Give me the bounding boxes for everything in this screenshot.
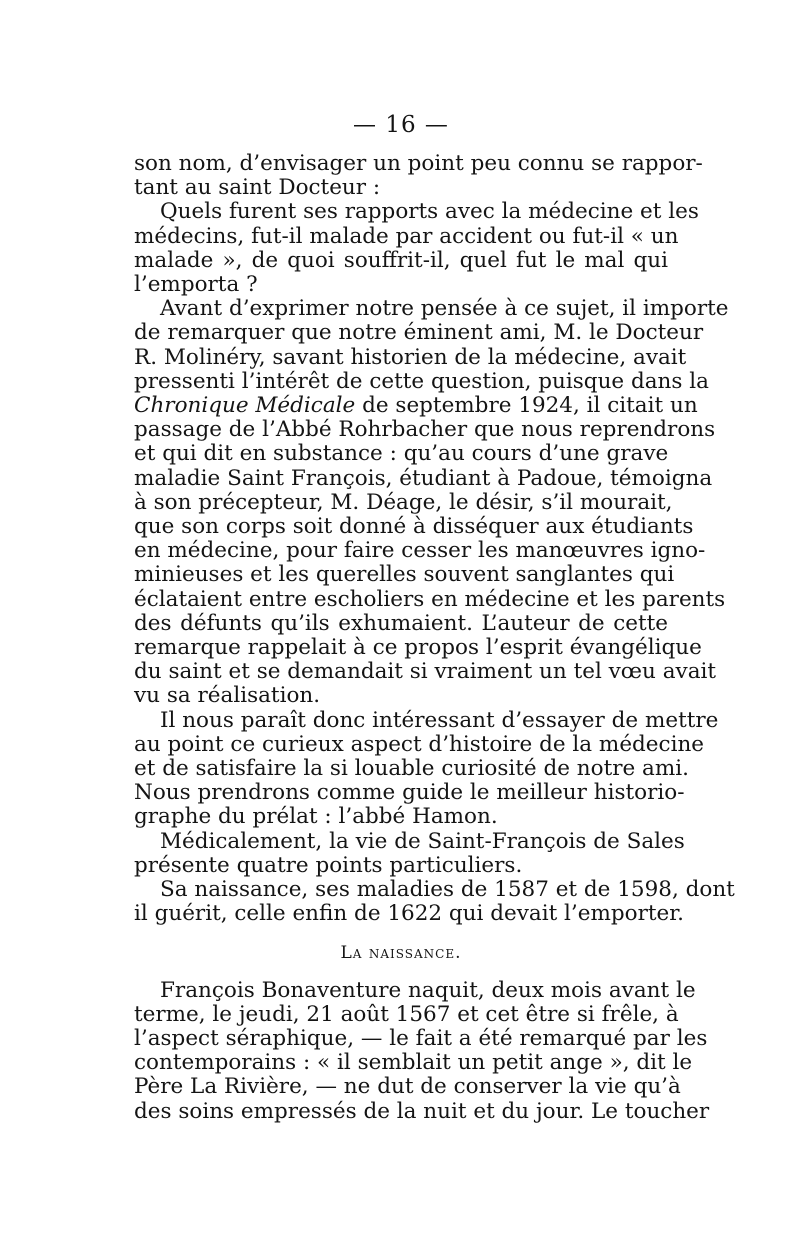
text-line: graphe du prélat : l’abbé Hamon.	[134, 804, 498, 830]
text-line: Médicalement, la vie de Saint-François de Sales	[160, 828, 685, 854]
text-line: contemporains : « il semblait un petit ange », dit le	[134, 1050, 693, 1076]
text-line: Avant d’exprimer notre pensée à ce sujet, il importe	[160, 296, 729, 322]
text-line: terme, le jeudi, 21 août 1567 et cet être si frêle, à	[134, 1001, 679, 1027]
body-text	[134, 151, 735, 927]
paragraph	[134, 828, 685, 878]
paragraph	[134, 199, 699, 298]
text-line: pressenti l’intérêt de cette question, puisque dans la	[134, 368, 709, 394]
text-line: éclataient entre escholiers en médecine et les parents	[134, 586, 726, 612]
book-page	[134, 108, 735, 1124]
paragraph	[134, 877, 735, 927]
text-line: Quels furent ses rapports avec la médecine et les	[160, 199, 699, 225]
text-line: médecins, fut-il malade par accident ou fut-il « un	[134, 223, 679, 249]
text-line: Chronique Médicale de septembre 1924, il citait un	[134, 393, 698, 419]
text-line: de remarquer que notre éminent ami, M. le Docteur	[134, 320, 704, 346]
paragraph	[134, 707, 719, 830]
text-line: maladie Saint François, étudiant à Padoue, témoigna	[134, 465, 713, 491]
text-line: présente quatre points particuliers.	[134, 852, 523, 878]
text-line: Il nous paraît donc intéressant d’essayer de mettre	[160, 707, 719, 733]
text-line: et qui dit en substance : qu’au cours d’une grave	[134, 441, 669, 467]
text-line: au point ce curieux aspect d’histoire de la médecine	[134, 731, 705, 757]
text-line: vu sa réalisation.	[134, 683, 321, 709]
text-line: Père La Rivière, — ne dut de conserver la vie qu’à	[134, 1074, 681, 1100]
text-line: l’aspect séraphique, — le fait a été remarqué par les	[134, 1025, 708, 1051]
text-line: à son précepteur, M. Déage, le désir, s’il mourait,	[134, 489, 673, 515]
page-number: — 16 —	[353, 112, 449, 138]
journal-title: Chronique Médicale	[134, 393, 356, 419]
text-line: Nous prendrons comme guide le meilleur historio-	[134, 780, 685, 806]
text-line: malade », de quoi souffrit-il, quel fut le mal qui	[134, 247, 668, 273]
text-line: que son corps soit donné à disséquer aux étudiants	[134, 514, 694, 540]
text-line: en médecine, pour faire cesser les manœuvres igno-	[134, 538, 706, 564]
text-line: l’emporta ?	[134, 272, 258, 298]
text-line: R. Molinéry, savant historien de la médecine, avait	[134, 344, 687, 370]
text-line: il guérit, celle enfin de 1622 qui devait l’emporter.	[134, 901, 684, 927]
text-line: Sa naissance, ses maladies de 1587 et de 1598, dont	[160, 877, 735, 903]
section-title: La naissance.	[340, 942, 462, 963]
text-line: tant au saint Docteur :	[134, 175, 381, 201]
paragraph	[134, 296, 729, 709]
text-line: son nom, d’envisager un point peu connu se rappor-	[134, 151, 703, 176]
text-line: passage de l’Abbé Rohrbacher que nous reprendrons	[134, 417, 716, 443]
text-line: du saint et se demandait si vraiment un tel vœu avait	[134, 659, 717, 685]
paragraph	[134, 151, 703, 201]
text-line: des soins empressés de la nuit et du jour. Le toucher	[134, 1098, 710, 1124]
section-text	[134, 977, 710, 1124]
text-line: François Bonaventure naquit, deux mois avant le	[160, 977, 696, 1003]
text-line: des défunts qu’ils exhumaient. L’auteur de cette	[134, 610, 668, 636]
text-line: minieuses et les querelles souvent sanglantes qui	[134, 562, 675, 588]
paragraph	[134, 977, 710, 1124]
text-line: et de satisfaire la si louable curiosité de notre ami.	[134, 756, 689, 782]
text-line: remarque rappelait à ce propos l’esprit évangélique	[134, 635, 702, 661]
